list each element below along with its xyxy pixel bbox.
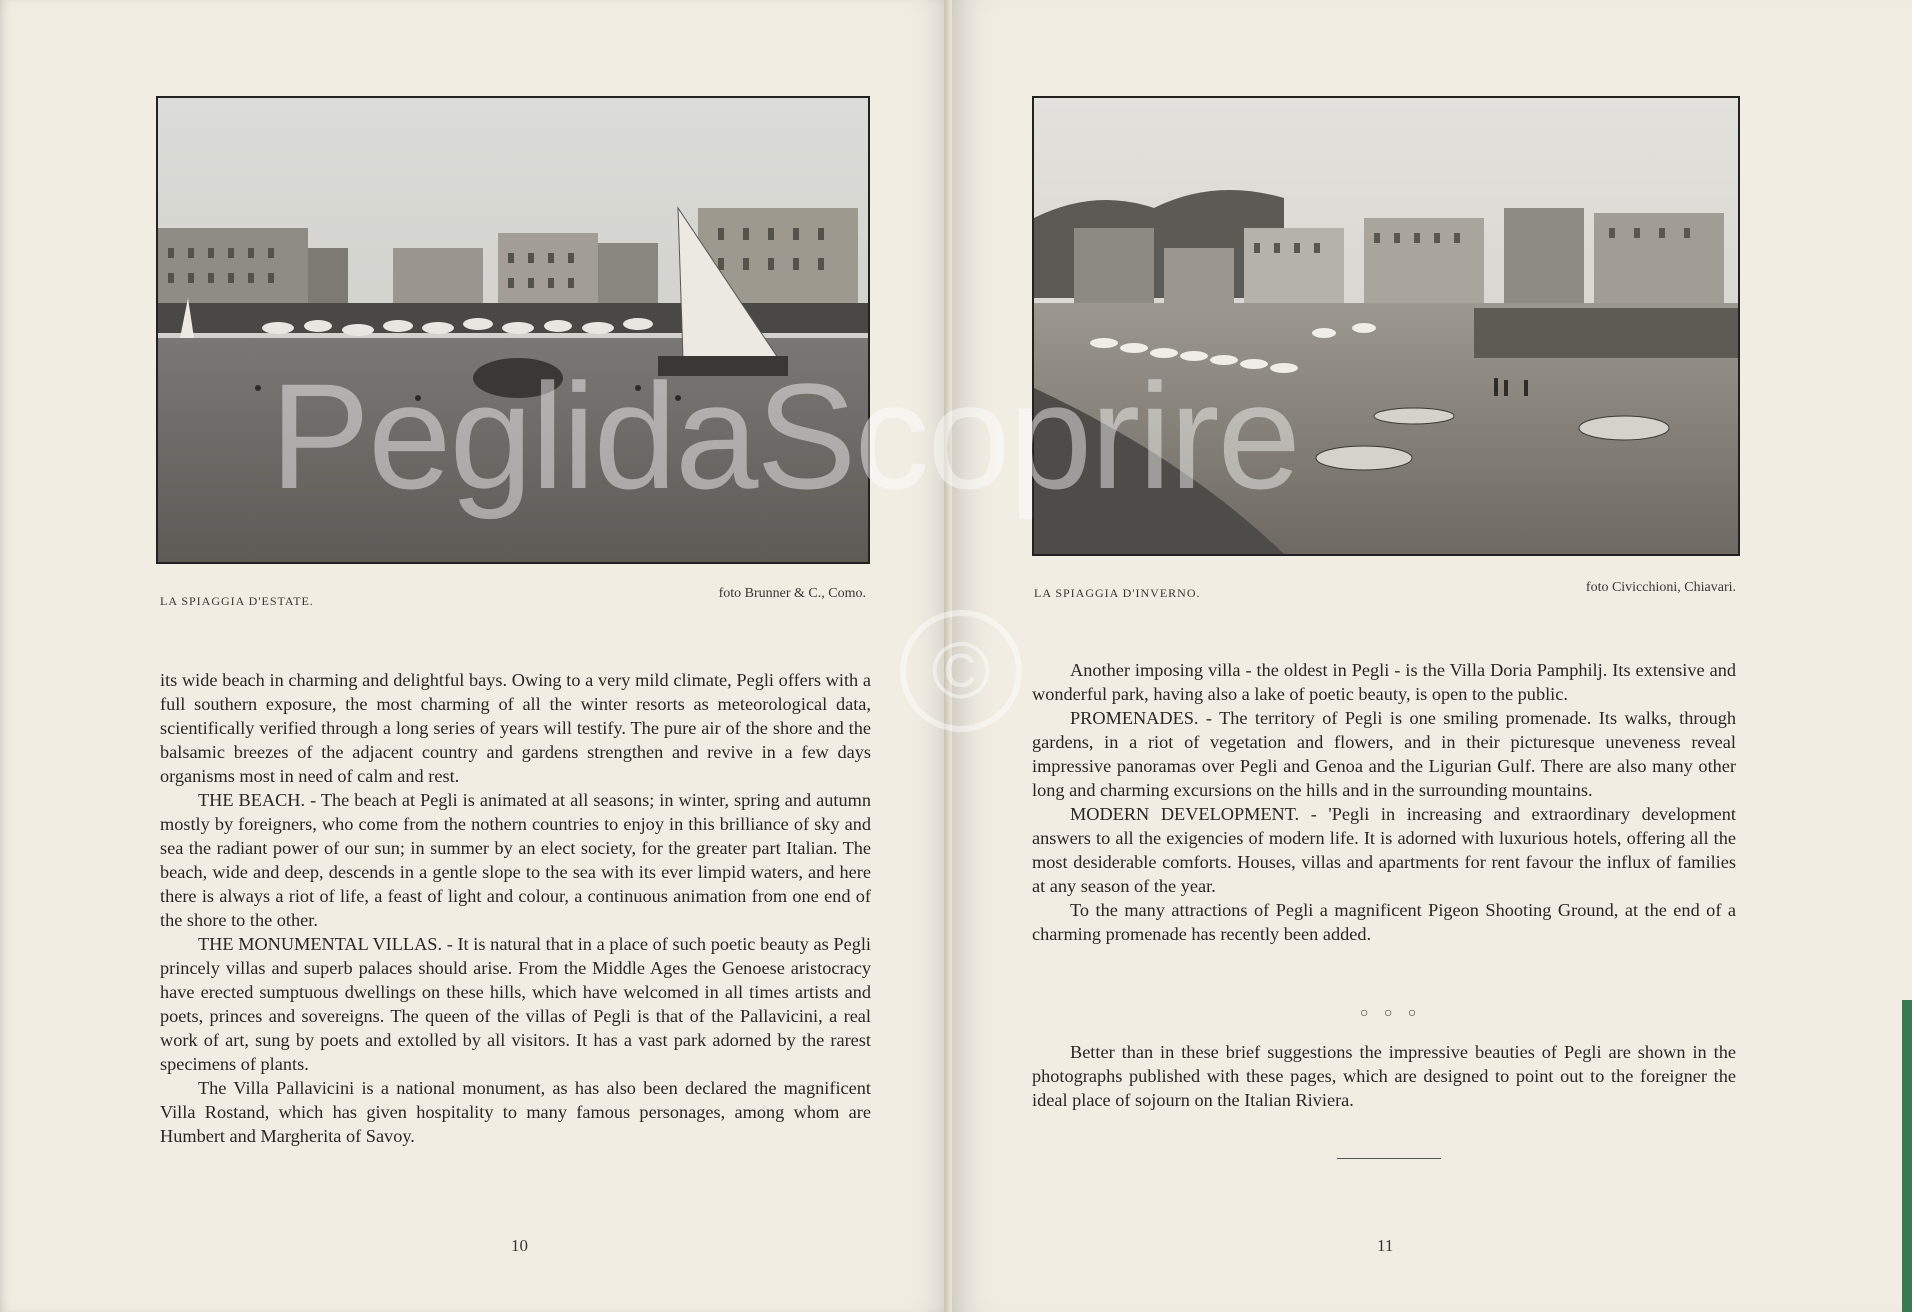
winter-beach-photo — [1032, 96, 1740, 556]
copyright-symbol: © — [900, 610, 1022, 732]
end-rule — [1337, 1158, 1441, 1159]
photo-caption-right: LA SPIAGGIA D'INVERNO. — [1034, 586, 1201, 600]
photo-credit-right: foto Civicchioni, Chiavari. — [1585, 580, 1736, 595]
left-page — [0, 0, 952, 1312]
paragraph-monumental-villas: THE MONUMENTAL VILLAS. - It is natural that in a place of such poetic beauty as Pegli princely villas and superb palaces should arise. From the Middle Ages the Genoese aristocracy have erected sumptuous dwellings on these hills, which have welcomed in all times artists and poets, princes and sovereigns. The queen of the villas of Pegli is that of the Pallavicini, a real work of art, sung by poets and extolled by all visitors. It has a vast park adorned by the rarest specimens of plants. — [160, 934, 871, 1074]
paragraph-promenades: PROMENADES. - The territory of Pegli is one smiling promenade. Its walks, through gardens, in a riot of vegetation and flowers, and in their picturesque uneveness reveal impressive panoramas over Pegli and Genoa and the Ligurian Gulf. There are also many other long and charming excursions on the hills and in the surrounding mountains. — [1032, 708, 1736, 800]
photo-credit-left: foto Brunner & C., Como. — [718, 586, 866, 601]
right-body-text — [1032, 658, 1736, 946]
paragraph-villa-doria: Another imposing villa - the oldest in Pegli - is the Villa Doria Pamphilj. Its extensive and wonderful park, having also a lake of poetic beauty, is open to the public. — [1032, 660, 1736, 704]
winter-beach-image — [1034, 98, 1738, 554]
paragraph-beach: THE BEACH. - The beach at Pegli is animated at all seasons; in winter, spring and autumn mostly by foreigners, who come from the nothern countries to enjoy in this brilliance of sky and sea the radiant power of our sun; in summer by an elect society, for the greater part Italian. The beach, wide and deep, descends in a gentle slope to the sea with its ever limpid waters, and here there is always a riot of life, a feast of light and colour, a continuous animation from one end of the shore to the other. — [160, 790, 871, 930]
summer-beach-photo — [156, 96, 870, 564]
summer-beach-image — [158, 98, 868, 562]
paragraph-villa-pallavicini: The Villa Pallavicini is a national monument, as has also been declared the magnificent Villa Rostand, which has given hospitality to many famous personages, among whom are Humbert and Margherita of Savoy. — [160, 1078, 871, 1146]
paragraph-modern-development: MODERN DEVELOPMENT. - 'Pegli in increasing and extraordinary development answers to all the exigencies of modern life. It is adorned with luxurious hotels, offering all the most desiderable comforts. Houses, villas and apartments for rent favour the influx of families at any season of the year. — [1032, 804, 1736, 896]
left-body-text — [160, 668, 871, 1148]
closing-text — [1032, 1040, 1736, 1112]
page-edge-mark — [1902, 1000, 1912, 1312]
page-number-left: 10 — [511, 1236, 528, 1255]
page-number-right: 11 — [1377, 1236, 1394, 1255]
section-separator: ○ ○ ○ — [1360, 1006, 1423, 1021]
paragraph: its wide beach in charming and delightful bays. Owing to a very mild climate, Pegli offers with a full southern exposure, the most charming of all the winter resorts as meteorological data, scientifically verified through a long series of years will testify. The pure air of the shore and the balsamic breezes of the adjacent country and gardens strengthen and revive in a few days organisms most in need of calm and rest. — [160, 670, 871, 786]
watermark-text: PeglidaScoprire — [270, 352, 1299, 520]
photo-caption-left: LA SPIAGGIA D'ESTATE. — [160, 594, 314, 608]
right-page — [952, 0, 1912, 1312]
paragraph-pigeon-shooting: To the many attractions of Pegli a magnificent Pigeon Shooting Ground, at the end of a charming promenade has recently been added. — [1032, 900, 1736, 944]
paragraph-closing: Better than in these brief suggestions the impressive beauties of Pegli are shown in the photographs published with these pages, which are designed to point out to the foreigner the ideal place of sojourn on the Italian Riviera. — [1032, 1042, 1736, 1110]
